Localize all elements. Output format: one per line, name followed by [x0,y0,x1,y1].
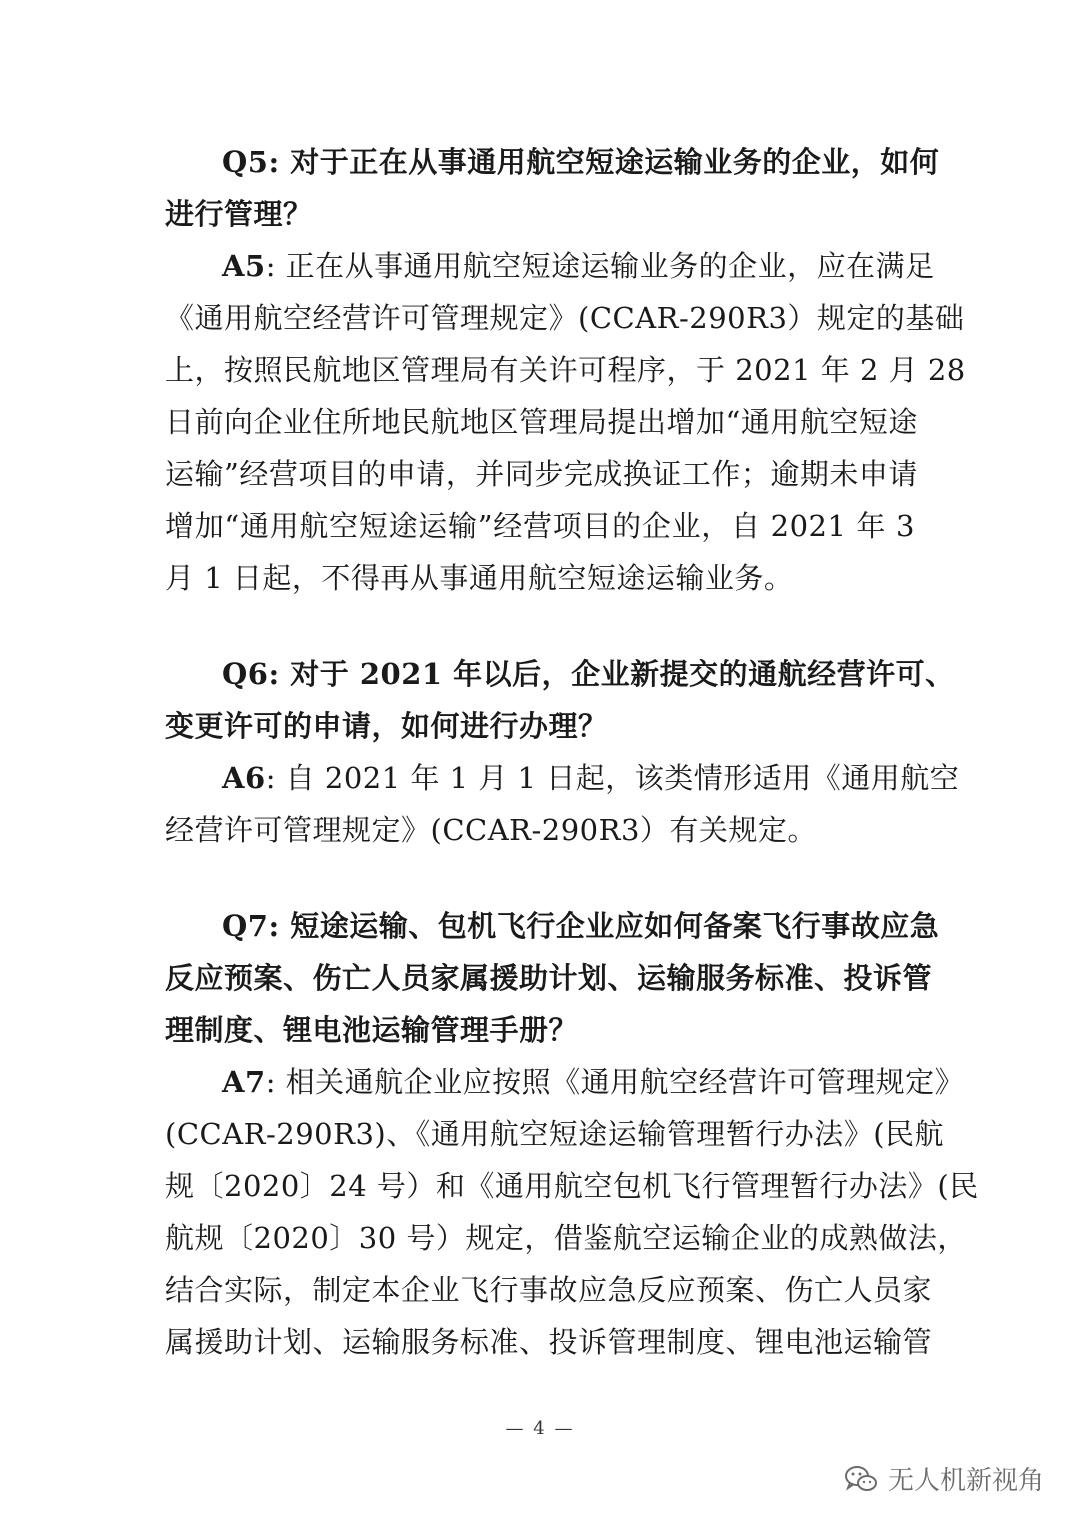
answer-line [165,292,965,344]
answer-text: 规〔2020〕24 号）和《通用航空包机飞行管理暂行办法》(民 [165,1169,979,1203]
answer-line [165,1212,967,1264]
answer-line [165,1264,933,1316]
watermark [844,1460,1044,1497]
question-label: Q5 [222,145,269,179]
question-text: 进行管理？ [165,197,313,231]
answer-line [165,396,918,448]
answer-line [222,752,960,804]
answer-text: 日前向企业住所地民航地区管理局提出增加“通用航空短途 [165,405,918,439]
answer-text: : 正在从事通用航空短途运输业务的企业，应在满足 [265,249,935,283]
question-text: : 对于正在从事通用航空短途运输业务的企业，如何 [268,145,940,179]
answer-line [165,1108,945,1160]
question-label: Q7 [222,909,269,943]
answer-line [165,344,966,396]
answer-line [165,1316,933,1368]
answer-text: 属援助计划、运输服务标准、投诉管理制度、锂电池运输管 [165,1325,933,1359]
answer-text: 运输”经营项目的申请，并同步完成换证工作；逾期未申请 [165,457,918,491]
question-line [222,900,940,952]
question-line [165,188,915,240]
answer-text: : 相关通航企业应按照《通用航空经营许可管理规定》 [265,1065,965,1099]
question-text: 变更许可的申请，如何进行办理？ [165,709,608,743]
question-line [222,136,940,188]
answer-line [222,1056,965,1108]
watermark-text: 无人机新视角 [887,1466,1044,1496]
answer-label: A5 [222,249,266,283]
wechat-icon [844,1464,878,1494]
answer-line [165,804,915,856]
answer-text: 结合实际，制定本企业飞行事故应急反应预案、伤亡人员家 [165,1273,933,1307]
answer-line [165,552,915,604]
answer-text: 增加“通用航空短途运输”经营项目的企业，自 2021 年 3 [165,509,915,543]
answer-text: (CCAR-290R3)、《通用航空短途运输管理暂行办法》(民航 [165,1117,945,1151]
question-line [165,1004,915,1056]
page-number: — 4 — [505,1418,575,1439]
answer-text: 航规〔2020〕30 号）规定，借鉴航空运输企业的成熟做法， [165,1221,967,1255]
question-label: Q6 [222,657,269,691]
question-line [165,952,933,1004]
question-text: 反应预案、伤亡人员家属援助计划、运输服务标准、投诉管 [165,961,933,995]
question-line [222,648,955,700]
question-text: : 短途运输、包机飞行企业应如何备案飞行事故应急 [268,909,940,943]
answer-line [165,1160,979,1212]
question-text: 理制度、锂电池运输管理手册？ [165,1013,579,1047]
answer-text: 《通用航空经营许可管理规定》(CCAR-290R3）规定的基础 [165,301,965,335]
answer-text: 经营许可管理规定》(CCAR-290R3）有关规定。 [165,813,817,847]
question-line [165,700,915,752]
answer-line [222,240,935,292]
answer-text: 上，按照民航地区管理局有关许可程序，于 2021 年 2 月 28 [165,353,966,387]
answer-label: A6 [222,761,266,795]
answer-line [165,448,918,500]
answer-text: : 自 2021 年 1 月 1 日起，该类情形适用《通用航空 [265,761,960,795]
answer-line [165,500,915,552]
question-text: : 对于 2021 年以后，企业新提交的通航经营许可、 [268,657,955,691]
answer-text: 月 1 日起，不得再从事通用航空短途运输业务。 [165,561,794,595]
answer-label: A7 [222,1065,266,1099]
